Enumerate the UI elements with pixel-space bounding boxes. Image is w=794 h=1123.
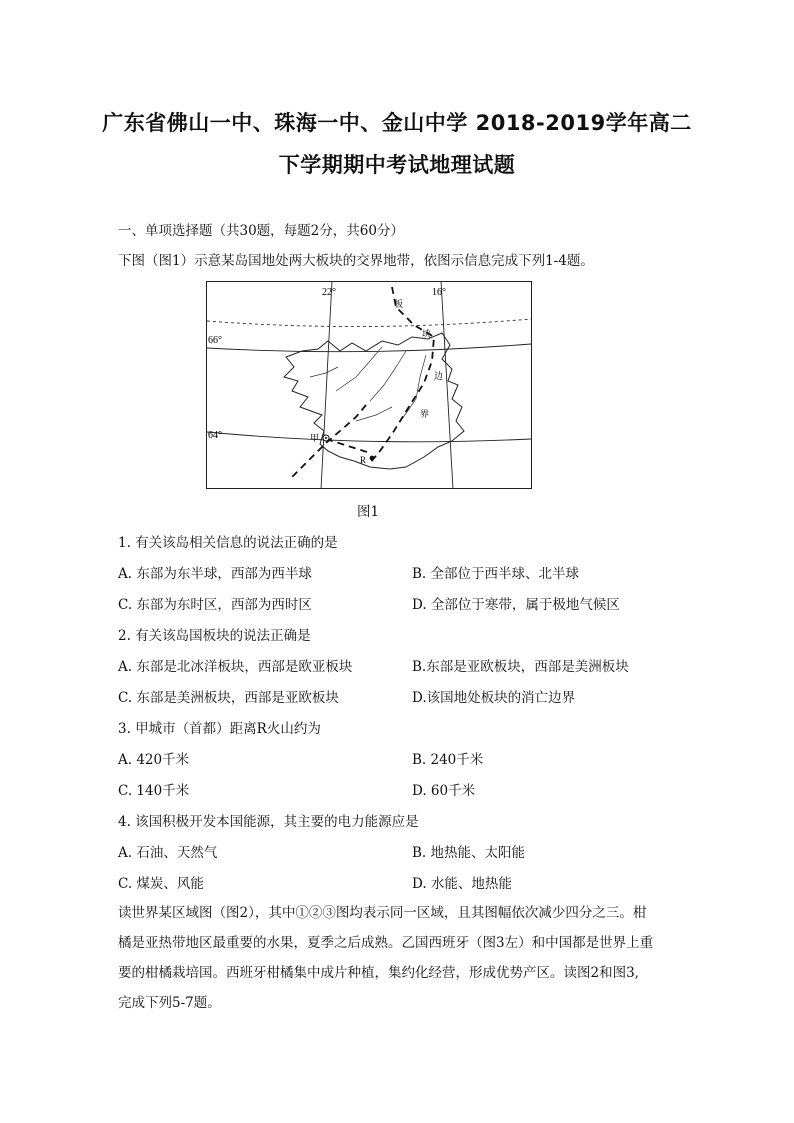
- q4-option-a: A. 石油、天然气: [118, 845, 218, 861]
- boundary-label-kuai: 块: [422, 330, 432, 340]
- question-2-stem: 2. 有关该岛国板块的说法正确是: [118, 628, 311, 644]
- passage-line-4: 完成下列5-7题。: [118, 995, 221, 1011]
- passage-line-1: 读世界某区域图（图2），其中①②③图均表示同一区域，且其图幅依次减少四分之三。柑: [118, 905, 647, 921]
- map-frame: [207, 282, 532, 489]
- iceland-map-figure: [206, 281, 532, 489]
- lat64-label: 64°: [208, 430, 222, 441]
- q2-option-b: B.东部是亚欧板块，西部是美洲板块: [412, 659, 629, 675]
- q4-option-c: C. 煤炭、风能: [118, 876, 204, 892]
- lat66-label: 66°: [208, 335, 222, 346]
- q1-option-b: B. 全部位于西半球、北半球: [412, 566, 580, 582]
- lon16-label: 16°: [432, 287, 446, 298]
- lon22-label: 22°: [322, 287, 336, 298]
- q2-option-c: C. 东部是美洲板块，西部是亚欧板块: [118, 690, 339, 706]
- passage-line-2: 橘是亚热带地区最重要的水果，夏季之后成熟。乙国西班牙（图3左）和中国都是世界上重: [118, 935, 654, 951]
- city-jia-label: 甲: [310, 434, 320, 444]
- passage-5-7: [118, 898, 678, 1018]
- q2-option-a: A. 东部是北冰洋板块，西部是欧亚板块: [118, 659, 353, 675]
- exam-title-line2: 下学期期中考试地理试题: [278, 153, 516, 177]
- q1-option-c: C. 东部为东时区，西部为西时区: [118, 597, 312, 613]
- volcano-r-marker: [370, 456, 375, 461]
- question-4-stem: 4. 该国积极开发本国能源，其主要的电力能源应是: [118, 814, 419, 830]
- question-1-stem: 1. 有关该岛相关信息的说法正确的是: [118, 535, 338, 551]
- figure-intro: 下图（图1）示意某岛国地处两大板块的交界地带，依图示信息完成下列1-4题。: [118, 253, 594, 269]
- question-3-stem: 3. 甲城市（首都）距离R火山约为: [118, 721, 321, 737]
- q3-option-b: B. 240千米: [412, 752, 484, 768]
- figure-caption: 图1: [357, 504, 380, 520]
- q3-option-d: D. 60千米: [412, 783, 476, 799]
- boundary-label-bian: 边: [434, 372, 444, 382]
- q3-option-a: A. 420千米: [118, 752, 190, 768]
- q2-option-d: D.该国地处板块的消亡边界: [412, 690, 576, 706]
- exam-title-line1: 广东省佛山一中、珠海一中、金山中学 2018-2019学年高二: [102, 111, 692, 135]
- q1-option-d: D. 全部位于寒带，属于极地气候区: [412, 597, 620, 613]
- section-heading: 一、单项选择题（共30题，每题2分，共60分）: [118, 223, 404, 239]
- q1-option-a: A. 东部为东半球，西部为西半球: [118, 566, 312, 582]
- passage-line-3: 要的柑橘栽培国。西班牙柑橘集中成片种植，集约化经营，形成优势产区。读图2和图3,: [118, 965, 639, 981]
- volcano-r-label: R: [360, 455, 367, 465]
- boundary-label-jie: 界: [420, 410, 430, 420]
- q4-option-d: D. 水能、地热能: [412, 876, 512, 892]
- q3-option-c: C. 140千米: [118, 783, 190, 799]
- q4-option-b: B. 地热能、太阳能: [412, 845, 526, 861]
- boundary-label-ban: 板: [394, 300, 404, 310]
